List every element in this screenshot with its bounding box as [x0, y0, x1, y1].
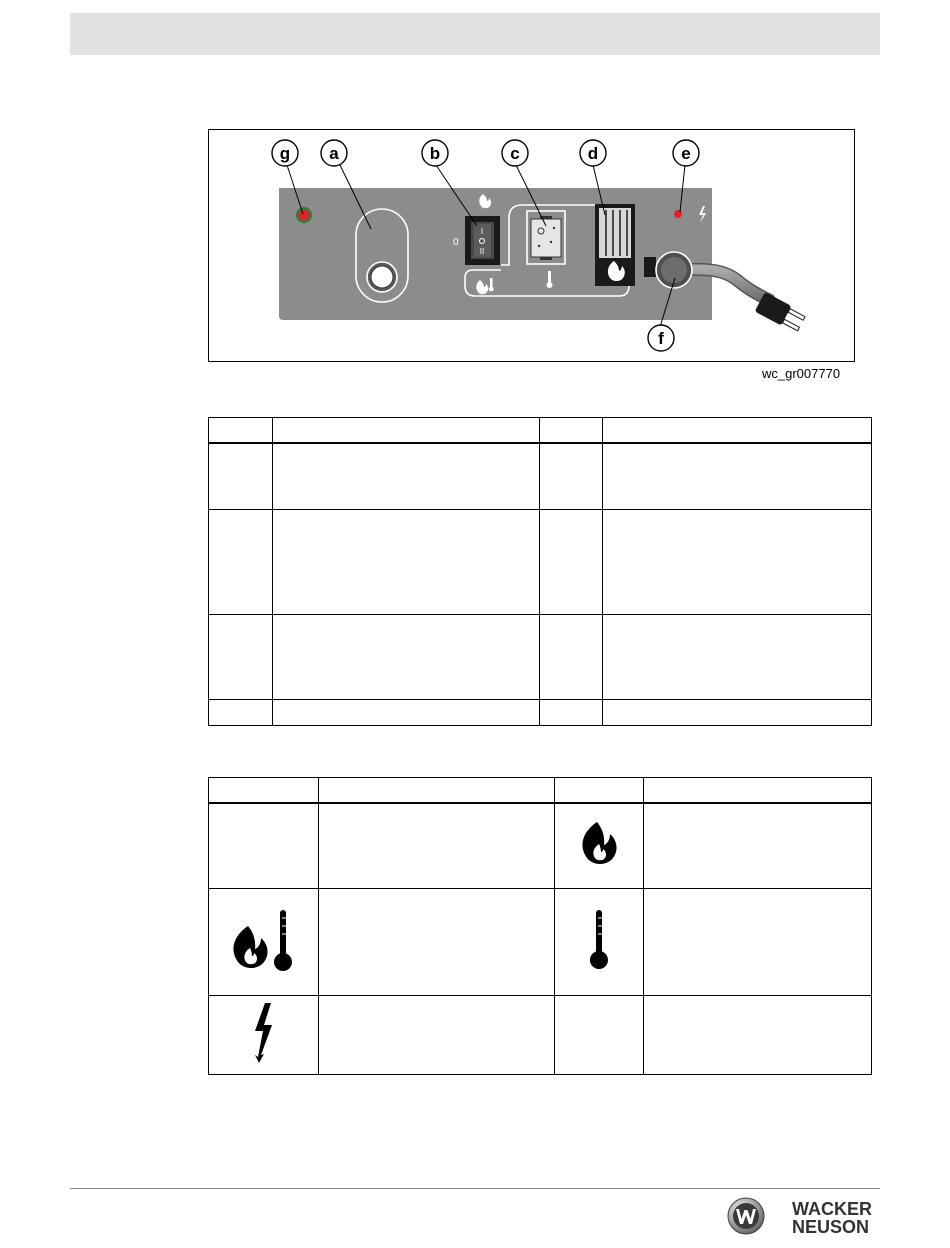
thermometer-icon: [587, 908, 611, 970]
table-cell: [644, 803, 872, 888]
flame-icon: [579, 820, 619, 866]
table-cell: [603, 614, 872, 699]
table-row: [209, 509, 872, 614]
table-cell: [555, 888, 644, 995]
table-cell: [209, 888, 319, 995]
table-cell: [209, 509, 273, 614]
table-row: [209, 888, 872, 995]
table-cell: [319, 888, 555, 995]
table-cell: [540, 443, 603, 509]
callout-e: e: [681, 144, 691, 163]
figure-id-label: wc_gr007770: [762, 366, 841, 381]
table-cell: [603, 699, 872, 725]
table-row: [209, 803, 872, 888]
header-cell: [603, 418, 872, 444]
table-header-row: [209, 778, 872, 804]
callout-f: f: [658, 329, 664, 348]
table-row: [209, 699, 872, 725]
header-cell: [319, 778, 555, 804]
table-cell: [555, 995, 644, 1074]
callout-a: a: [329, 144, 339, 163]
header-cell: [209, 418, 273, 444]
table-cell: [209, 699, 273, 725]
page-header-bar: [70, 13, 880, 55]
flame-thermometer-icon: [229, 904, 299, 974]
table-row: [209, 443, 872, 509]
table-cell: [273, 509, 540, 614]
table-cell: [603, 443, 872, 509]
svg-text:NEUSON: NEUSON: [792, 1217, 870, 1236]
table-cell: [540, 509, 603, 614]
table-cell: [319, 803, 555, 888]
legend-table: [208, 417, 872, 726]
header-cell: [273, 418, 540, 444]
table-cell: [273, 614, 540, 699]
callout-d: d: [587, 144, 599, 163]
lightning-bolt-icon: [251, 1001, 277, 1063]
table-cell: [209, 614, 273, 699]
table-cell: [209, 803, 319, 888]
table-cell: [603, 509, 872, 614]
header-cell: [555, 778, 644, 804]
table-cell: [273, 699, 540, 725]
footer-divider: [70, 1188, 880, 1189]
svg-text:II: II: [479, 247, 485, 256]
symbol-table: [208, 777, 872, 1075]
callout-g: g: [279, 144, 291, 163]
header-cell: [644, 778, 872, 804]
wacker-neuson-logo: [726, 1196, 878, 1241]
table-cell: [540, 699, 603, 725]
control-panel-figure: [208, 129, 855, 362]
table-cell: [555, 803, 644, 888]
header-cell: [209, 778, 319, 804]
table-cell: [319, 995, 555, 1074]
header-cell: [540, 418, 603, 444]
table-cell: [540, 614, 603, 699]
table-row: [209, 995, 872, 1074]
burner-window-d: [595, 204, 635, 286]
reset-button-a: [356, 209, 408, 302]
svg-text:I: I: [480, 227, 484, 236]
table-cell: [209, 995, 319, 1074]
switch-off-label: 0: [453, 237, 459, 248]
table-header-row: [209, 418, 872, 444]
callout-c: c: [510, 144, 520, 163]
table-cell: [644, 888, 872, 995]
svg-text:WACKER: WACKER: [792, 1199, 872, 1219]
control-panel-illustration: [209, 130, 856, 363]
table-cell: [209, 443, 273, 509]
heater-status-indicator-g: [296, 207, 312, 223]
table-cell: [644, 995, 872, 1074]
table-row: [209, 614, 872, 699]
table-cell: [273, 443, 540, 509]
callout-b: b: [429, 144, 441, 163]
